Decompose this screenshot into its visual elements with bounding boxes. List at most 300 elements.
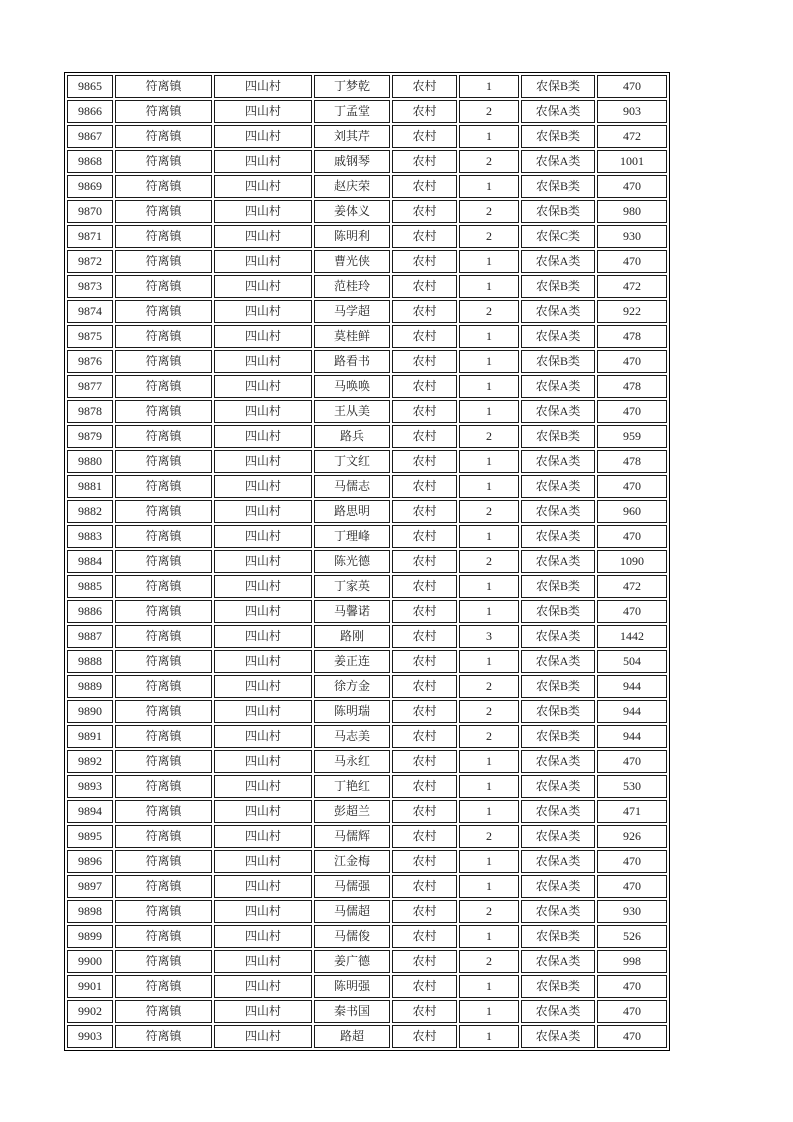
cell-insurance-type: 农保B类 [521, 975, 595, 998]
table-row [67, 650, 667, 673]
cell-amount: 470 [597, 175, 667, 198]
cell-amount: 470 [597, 1025, 667, 1048]
table-row [67, 200, 667, 223]
cell-insurance-type: 农保B类 [521, 700, 595, 723]
cell-amount: 470 [597, 750, 667, 773]
cell-town: 符离镇 [115, 625, 212, 648]
cell-serial-number: 9901 [67, 975, 113, 998]
cell-insurance-type: 农保A类 [521, 825, 595, 848]
cell-town: 符离镇 [115, 350, 212, 373]
cell-serial-number: 9865 [67, 75, 113, 98]
cell-village: 四山村 [214, 650, 312, 673]
cell-insurance-type: 农保A类 [521, 650, 595, 673]
cell-household-category: 农村 [392, 250, 457, 273]
cell-person-count: 1 [459, 1000, 519, 1023]
cell-person-count: 1 [459, 650, 519, 673]
cell-town: 符离镇 [115, 750, 212, 773]
cell-village: 四山村 [214, 425, 312, 448]
cell-insurance-type: 农保B类 [521, 275, 595, 298]
cell-serial-number: 9903 [67, 1025, 113, 1048]
cell-insurance-type: 农保B类 [521, 725, 595, 748]
cell-household-category: 农村 [392, 525, 457, 548]
cell-household-category: 农村 [392, 975, 457, 998]
cell-town: 符离镇 [115, 900, 212, 923]
table-row [67, 500, 667, 523]
cell-serial-number: 9890 [67, 700, 113, 723]
cell-person-count: 2 [459, 825, 519, 848]
cell-amount: 470 [597, 600, 667, 623]
cell-person-count: 2 [459, 550, 519, 573]
cell-town: 符离镇 [115, 600, 212, 623]
cell-person-count: 1 [459, 800, 519, 823]
cell-town: 符离镇 [115, 150, 212, 173]
cell-town: 符离镇 [115, 325, 212, 348]
table-row [67, 550, 667, 573]
cell-insurance-type: 农保A类 [521, 625, 595, 648]
cell-village: 四山村 [214, 950, 312, 973]
cell-village: 四山村 [214, 250, 312, 273]
cell-household-category: 农村 [392, 650, 457, 673]
cell-serial-number: 9873 [67, 275, 113, 298]
cell-person-name: 马唤唤 [314, 375, 390, 398]
cell-insurance-type: 农保A类 [521, 775, 595, 798]
cell-household-category: 农村 [392, 875, 457, 898]
cell-household-category: 农村 [392, 325, 457, 348]
cell-amount: 903 [597, 100, 667, 123]
cell-village: 四山村 [214, 975, 312, 998]
cell-household-category: 农村 [392, 550, 457, 573]
cell-town: 符离镇 [115, 800, 212, 823]
cell-person-count: 1 [459, 775, 519, 798]
cell-town: 符离镇 [115, 175, 212, 198]
table-row [67, 1025, 667, 1048]
cell-insurance-type: 农保A类 [521, 400, 595, 423]
cell-serial-number: 9872 [67, 250, 113, 273]
cell-insurance-type: 农保B类 [521, 125, 595, 148]
table-row [67, 900, 667, 923]
cell-town: 符离镇 [115, 400, 212, 423]
cell-village: 四山村 [214, 600, 312, 623]
cell-serial-number: 9875 [67, 325, 113, 348]
cell-person-count: 2 [459, 900, 519, 923]
cell-person-name: 丁家英 [314, 575, 390, 598]
cell-person-name: 姜广德 [314, 950, 390, 973]
cell-village: 四山村 [214, 400, 312, 423]
cell-town: 符离镇 [115, 775, 212, 798]
table-row [67, 400, 667, 423]
cell-amount: 470 [597, 1000, 667, 1023]
cell-village: 四山村 [214, 875, 312, 898]
cell-insurance-type: 农保A类 [521, 450, 595, 473]
cell-person-name: 马志美 [314, 725, 390, 748]
cell-household-category: 农村 [392, 800, 457, 823]
cell-village: 四山村 [214, 75, 312, 98]
cell-household-category: 农村 [392, 125, 457, 148]
cell-insurance-type: 农保A类 [521, 1000, 595, 1023]
cell-amount: 470 [597, 875, 667, 898]
cell-village: 四山村 [214, 100, 312, 123]
cell-village: 四山村 [214, 750, 312, 773]
table-row [67, 275, 667, 298]
cell-person-count: 1 [459, 350, 519, 373]
cell-village: 四山村 [214, 200, 312, 223]
cell-insurance-type: 农保A类 [521, 375, 595, 398]
cell-household-category: 农村 [392, 500, 457, 523]
cell-insurance-type: 农保B类 [521, 75, 595, 98]
table-row [67, 625, 667, 648]
cell-serial-number: 9881 [67, 475, 113, 498]
cell-insurance-type: 农保B类 [521, 925, 595, 948]
cell-village: 四山村 [214, 300, 312, 323]
cell-village: 四山村 [214, 850, 312, 873]
cell-household-category: 农村 [392, 350, 457, 373]
cell-amount: 960 [597, 500, 667, 523]
cell-amount: 930 [597, 900, 667, 923]
cell-amount: 504 [597, 650, 667, 673]
cell-person-count: 1 [459, 875, 519, 898]
cell-insurance-type: 农保A类 [521, 900, 595, 923]
cell-village: 四山村 [214, 775, 312, 798]
cell-town: 符离镇 [115, 550, 212, 573]
cell-insurance-type: 农保A类 [521, 550, 595, 573]
cell-town: 符离镇 [115, 1025, 212, 1048]
cell-person-name: 马儒俊 [314, 925, 390, 948]
cell-person-count: 1 [459, 1025, 519, 1048]
cell-person-name: 路兵 [314, 425, 390, 448]
cell-amount: 980 [597, 200, 667, 223]
cell-village: 四山村 [214, 175, 312, 198]
cell-person-name: 丁艳红 [314, 775, 390, 798]
cell-person-name: 王从美 [314, 400, 390, 423]
cell-person-name: 戚钢琴 [314, 150, 390, 173]
cell-amount: 470 [597, 350, 667, 373]
cell-household-category: 农村 [392, 1000, 457, 1023]
cell-village: 四山村 [214, 525, 312, 548]
cell-town: 符离镇 [115, 125, 212, 148]
cell-person-count: 1 [459, 275, 519, 298]
cell-amount: 478 [597, 375, 667, 398]
cell-village: 四山村 [214, 475, 312, 498]
cell-insurance-type: 农保A类 [521, 250, 595, 273]
cell-household-category: 农村 [392, 675, 457, 698]
cell-household-category: 农村 [392, 450, 457, 473]
cell-insurance-type: 农保B类 [521, 600, 595, 623]
table-row [67, 325, 667, 348]
cell-serial-number: 9874 [67, 300, 113, 323]
cell-person-count: 2 [459, 700, 519, 723]
cell-person-name: 范桂玲 [314, 275, 390, 298]
cell-amount: 922 [597, 300, 667, 323]
cell-person-count: 1 [459, 850, 519, 873]
cell-insurance-type: 农保B类 [521, 350, 595, 373]
cell-village: 四山村 [214, 625, 312, 648]
cell-household-category: 农村 [392, 825, 457, 848]
cell-village: 四山村 [214, 125, 312, 148]
cell-person-count: 1 [459, 75, 519, 98]
cell-town: 符离镇 [115, 300, 212, 323]
cell-household-category: 农村 [392, 200, 457, 223]
cell-village: 四山村 [214, 275, 312, 298]
cell-person-name: 马儒超 [314, 900, 390, 923]
cell-serial-number: 9878 [67, 400, 113, 423]
cell-person-name: 赵庆荣 [314, 175, 390, 198]
cell-amount: 471 [597, 800, 667, 823]
cell-insurance-type: 农保B类 [521, 675, 595, 698]
cell-person-count: 2 [459, 425, 519, 448]
cell-village: 四山村 [214, 700, 312, 723]
cell-serial-number: 9896 [67, 850, 113, 873]
cell-serial-number: 9884 [67, 550, 113, 573]
cell-town: 符离镇 [115, 450, 212, 473]
cell-amount: 470 [597, 975, 667, 998]
table-row [67, 75, 667, 98]
cell-household-category: 农村 [392, 275, 457, 298]
cell-serial-number: 9867 [67, 125, 113, 148]
cell-person-name: 莫桂鲜 [314, 325, 390, 348]
cell-serial-number: 9880 [67, 450, 113, 473]
cell-person-count: 2 [459, 225, 519, 248]
cell-amount: 944 [597, 700, 667, 723]
cell-person-count: 2 [459, 100, 519, 123]
cell-insurance-type: 农保A类 [521, 100, 595, 123]
table-row [67, 925, 667, 948]
cell-town: 符离镇 [115, 500, 212, 523]
cell-serial-number: 9866 [67, 100, 113, 123]
table-row [67, 300, 667, 323]
cell-amount: 472 [597, 575, 667, 598]
cell-serial-number: 9879 [67, 425, 113, 448]
cell-amount: 998 [597, 950, 667, 973]
cell-town: 符离镇 [115, 225, 212, 248]
cell-household-category: 农村 [392, 750, 457, 773]
table-row [67, 250, 667, 273]
cell-amount: 959 [597, 425, 667, 448]
cell-amount: 526 [597, 925, 667, 948]
cell-village: 四山村 [214, 550, 312, 573]
cell-village: 四山村 [214, 675, 312, 698]
cell-serial-number: 9877 [67, 375, 113, 398]
cell-person-name: 姜体义 [314, 200, 390, 223]
table-row [67, 750, 667, 773]
cell-serial-number: 9876 [67, 350, 113, 373]
cell-village: 四山村 [214, 1025, 312, 1048]
cell-person-count: 1 [459, 125, 519, 148]
cell-village: 四山村 [214, 925, 312, 948]
cell-town: 符离镇 [115, 200, 212, 223]
cell-household-category: 农村 [392, 425, 457, 448]
cell-amount: 470 [597, 475, 667, 498]
cell-amount: 470 [597, 250, 667, 273]
cell-village: 四山村 [214, 325, 312, 348]
table-row [67, 875, 667, 898]
cell-amount: 1090 [597, 550, 667, 573]
cell-household-category: 农村 [392, 400, 457, 423]
cell-person-name: 路看书 [314, 350, 390, 373]
table-row [67, 150, 667, 173]
cell-amount: 478 [597, 325, 667, 348]
table-row [67, 725, 667, 748]
table-row [67, 225, 667, 248]
cell-serial-number: 9886 [67, 600, 113, 623]
cell-serial-number: 9891 [67, 725, 113, 748]
cell-person-count: 1 [459, 475, 519, 498]
table-row [67, 700, 667, 723]
cell-amount: 472 [597, 125, 667, 148]
cell-serial-number: 9887 [67, 625, 113, 648]
cell-person-name: 徐方金 [314, 675, 390, 698]
cell-person-count: 2 [459, 500, 519, 523]
table-row [67, 850, 667, 873]
cell-household-category: 农村 [392, 100, 457, 123]
cell-person-name: 丁理峰 [314, 525, 390, 548]
cell-household-category: 农村 [392, 850, 457, 873]
cell-amount: 470 [597, 525, 667, 548]
table-row [67, 475, 667, 498]
cell-serial-number: 9899 [67, 925, 113, 948]
cell-village: 四山村 [214, 450, 312, 473]
cell-town: 符离镇 [115, 525, 212, 548]
cell-town: 符离镇 [115, 950, 212, 973]
cell-person-name: 彭超兰 [314, 800, 390, 823]
cell-household-category: 农村 [392, 475, 457, 498]
cell-person-count: 1 [459, 250, 519, 273]
cell-amount: 530 [597, 775, 667, 798]
cell-person-count: 1 [459, 575, 519, 598]
cell-village: 四山村 [214, 1000, 312, 1023]
cell-town: 符离镇 [115, 375, 212, 398]
cell-person-count: 2 [459, 200, 519, 223]
cell-town: 符离镇 [115, 250, 212, 273]
cell-amount: 926 [597, 825, 667, 848]
cell-person-count: 1 [459, 325, 519, 348]
cell-town: 符离镇 [115, 100, 212, 123]
cell-household-category: 农村 [392, 150, 457, 173]
cell-village: 四山村 [214, 825, 312, 848]
cell-town: 符离镇 [115, 475, 212, 498]
cell-person-name: 曹光侠 [314, 250, 390, 273]
cell-household-category: 农村 [392, 775, 457, 798]
cell-person-name: 陈光德 [314, 550, 390, 573]
cell-person-name: 马儒辉 [314, 825, 390, 848]
cell-person-count: 2 [459, 675, 519, 698]
cell-serial-number: 9868 [67, 150, 113, 173]
cell-insurance-type: 农保A类 [521, 950, 595, 973]
cell-person-name: 刘其芹 [314, 125, 390, 148]
cell-person-count: 2 [459, 950, 519, 973]
cell-village: 四山村 [214, 500, 312, 523]
table-row [67, 950, 667, 973]
cell-household-category: 农村 [392, 225, 457, 248]
table-row [67, 775, 667, 798]
cell-amount: 1001 [597, 150, 667, 173]
cell-insurance-type: 农保A类 [521, 850, 595, 873]
cell-person-name: 马学超 [314, 300, 390, 323]
cell-amount: 470 [597, 75, 667, 98]
table-row [67, 675, 667, 698]
cell-insurance-type: 农保A类 [521, 325, 595, 348]
cell-serial-number: 9869 [67, 175, 113, 198]
cell-person-name: 马儒强 [314, 875, 390, 898]
cell-amount: 472 [597, 275, 667, 298]
cell-serial-number: 9892 [67, 750, 113, 773]
cell-insurance-type: 农保B类 [521, 425, 595, 448]
cell-town: 符离镇 [115, 825, 212, 848]
cell-person-name: 姜正连 [314, 650, 390, 673]
cell-person-count: 1 [459, 600, 519, 623]
cell-village: 四山村 [214, 725, 312, 748]
cell-person-name: 路思明 [314, 500, 390, 523]
cell-town: 符离镇 [115, 850, 212, 873]
cell-person-count: 1 [459, 975, 519, 998]
cell-insurance-type: 农保A类 [521, 875, 595, 898]
cell-person-count: 1 [459, 375, 519, 398]
cell-serial-number: 9870 [67, 200, 113, 223]
cell-serial-number: 9897 [67, 875, 113, 898]
cell-amount: 944 [597, 725, 667, 748]
cell-person-count: 1 [459, 750, 519, 773]
cell-insurance-type: 农保A类 [521, 800, 595, 823]
cell-person-name: 江金梅 [314, 850, 390, 873]
table-row [67, 125, 667, 148]
cell-town: 符离镇 [115, 725, 212, 748]
cell-person-count: 2 [459, 150, 519, 173]
cell-town: 符离镇 [115, 875, 212, 898]
cell-village: 四山村 [214, 800, 312, 823]
cell-serial-number: 9889 [67, 675, 113, 698]
cell-household-category: 农村 [392, 575, 457, 598]
cell-person-name: 马馨诺 [314, 600, 390, 623]
cell-person-count: 1 [459, 400, 519, 423]
cell-person-count: 2 [459, 725, 519, 748]
table-row [67, 975, 667, 998]
cell-insurance-type: 农保A类 [521, 1025, 595, 1048]
cell-person-name: 秦书国 [314, 1000, 390, 1023]
cell-person-name: 陈明利 [314, 225, 390, 248]
cell-serial-number: 9902 [67, 1000, 113, 1023]
cell-person-count: 1 [459, 450, 519, 473]
cell-insurance-type: 农保B类 [521, 575, 595, 598]
cell-person-count: 2 [459, 300, 519, 323]
cell-village: 四山村 [214, 375, 312, 398]
cell-insurance-type: 农保C类 [521, 225, 595, 248]
cell-town: 符离镇 [115, 75, 212, 98]
cell-town: 符离镇 [115, 1000, 212, 1023]
table-row [67, 525, 667, 548]
cell-town: 符离镇 [115, 575, 212, 598]
cell-person-count: 1 [459, 925, 519, 948]
cell-household-category: 农村 [392, 75, 457, 98]
cell-serial-number: 9900 [67, 950, 113, 973]
cell-serial-number: 9893 [67, 775, 113, 798]
cell-serial-number: 9883 [67, 525, 113, 548]
cell-person-name: 丁文红 [314, 450, 390, 473]
cell-town: 符离镇 [115, 425, 212, 448]
records-table-body [67, 75, 667, 1048]
cell-village: 四山村 [214, 900, 312, 923]
table-row [67, 375, 667, 398]
cell-person-name: 马永红 [314, 750, 390, 773]
table-row [67, 575, 667, 598]
table-row [67, 425, 667, 448]
cell-serial-number: 9894 [67, 800, 113, 823]
cell-amount: 470 [597, 400, 667, 423]
cell-serial-number: 9871 [67, 225, 113, 248]
cell-household-category: 农村 [392, 725, 457, 748]
cell-village: 四山村 [214, 150, 312, 173]
cell-person-count: 3 [459, 625, 519, 648]
cell-serial-number: 9882 [67, 500, 113, 523]
cell-insurance-type: 农保A类 [521, 475, 595, 498]
